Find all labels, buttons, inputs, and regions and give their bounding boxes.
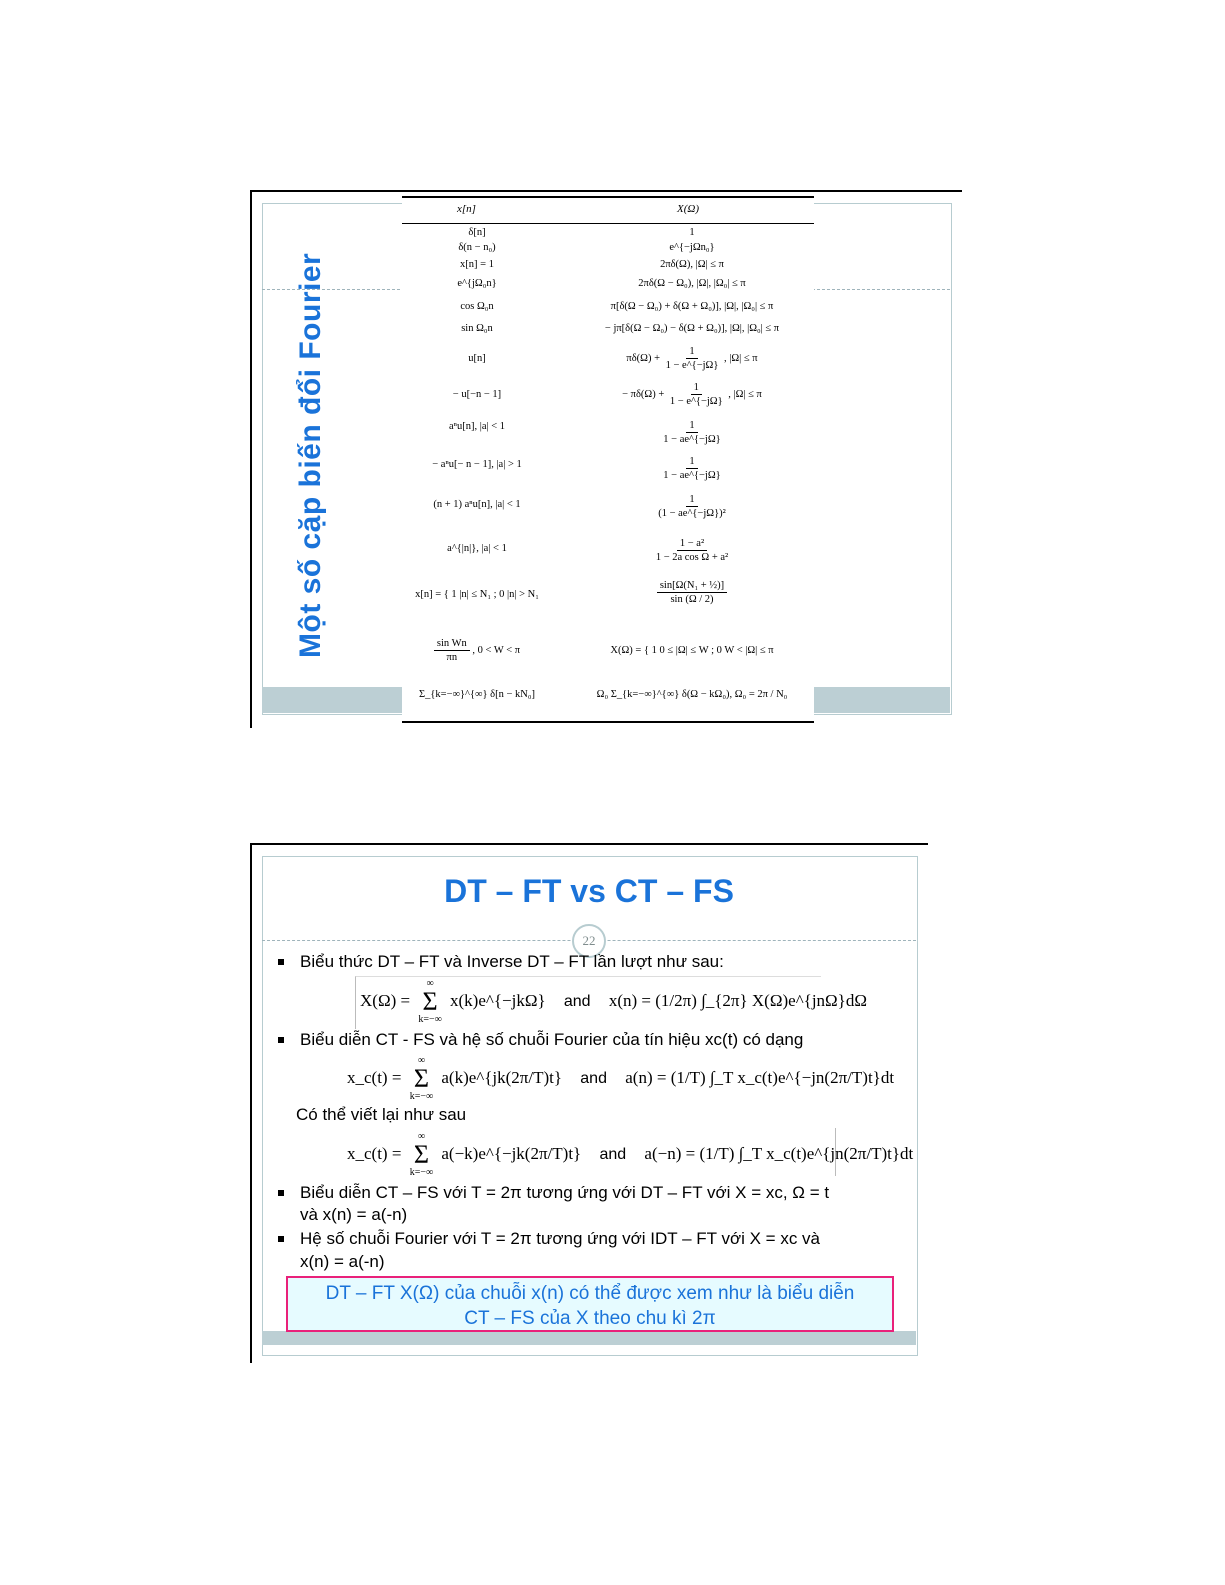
numerator: 1 bbox=[686, 345, 697, 359]
and-label: and bbox=[599, 1145, 627, 1163]
fraction bbox=[657, 579, 727, 606]
table-rule-top bbox=[402, 196, 814, 198]
cell-x: cos Ω₀n bbox=[460, 301, 494, 312]
slide-frame-left bbox=[250, 843, 252, 1363]
cell-X bbox=[577, 579, 807, 606]
table-rule-header bbox=[402, 223, 814, 224]
bullet-icon bbox=[278, 1037, 284, 1043]
eq-lhs: X(Ω) = bbox=[360, 990, 411, 1010]
sum-lower: k=−∞ bbox=[418, 1014, 442, 1025]
expr-part: πδ(Ω) + bbox=[626, 352, 661, 364]
cell-x: aⁿu[n], |a| < 1 bbox=[449, 421, 505, 432]
slide-footer-bar bbox=[262, 1331, 916, 1345]
fraction bbox=[660, 455, 723, 482]
sum-upper: ∞ bbox=[417, 1055, 425, 1066]
eq-lhs: x_c(t) = bbox=[347, 1143, 402, 1163]
numerator: sin Wn bbox=[434, 637, 470, 651]
fraction bbox=[667, 381, 726, 408]
cell-x: x[n] = { 1 |n| ≤ N₁ ; 0 |n| > N₁ bbox=[415, 589, 539, 600]
fraction bbox=[434, 637, 470, 664]
cell-X bbox=[577, 493, 807, 520]
slide-fourier-pairs bbox=[250, 190, 962, 728]
cell-x: x[n] = 1 bbox=[460, 259, 494, 270]
fraction bbox=[660, 419, 723, 446]
sum-upper: ∞ bbox=[426, 978, 434, 989]
numerator: 1 − a² bbox=[677, 537, 707, 551]
highlight-line: DT – FT X(Ω) của chuỗi x(n) có thể được xem như là biểu diễn bbox=[325, 1283, 855, 1304]
eq-lhs: x_c(t) = bbox=[347, 1067, 402, 1087]
sum-symbol bbox=[410, 1055, 433, 1103]
denominator: 1 − e^{−jΩ} bbox=[669, 396, 723, 407]
fraction bbox=[653, 537, 731, 564]
numerator: 1 bbox=[686, 419, 697, 433]
cell-x bbox=[402, 637, 552, 664]
eq-term: a(k)e^{jk(2π/T)t} bbox=[441, 1067, 563, 1087]
cell-x: − aⁿu[− n − 1], |a| > 1 bbox=[432, 459, 522, 470]
bullet-icon bbox=[278, 1236, 284, 1242]
page-number-badge: 22 bbox=[572, 924, 606, 958]
denominator: πn bbox=[446, 652, 458, 663]
table-rule-bottom bbox=[402, 721, 814, 723]
rewrite-text: Có thể viết lại như sau bbox=[296, 1105, 467, 1124]
bullet-text: Hệ số chuỗi Fourier với T = 2π tương ứng với IDT – FT với X = xc và bbox=[300, 1229, 821, 1248]
cell-X: − jπ[δ(Ω − Ω₀) − δ(Ω + Ω₀)], |Ω|, |Ω₀| ≤ π bbox=[604, 323, 780, 334]
expr-part: , |Ω| ≤ π bbox=[728, 388, 762, 400]
cell-X bbox=[577, 345, 807, 372]
cell-X: X(Ω) = { 1 0 ≤ |Ω| ≤ W ; 0 W < |Ω| ≤ π bbox=[610, 645, 774, 656]
slide-frame-left bbox=[250, 190, 252, 728]
cell-X: Ω₀ Σ_{k=−∞}^{∞} δ(Ω − kΩ₀), Ω₀ = 2π / N₀ bbox=[596, 689, 788, 700]
cell-x: − u[−n − 1] bbox=[452, 389, 502, 400]
cell-X: e^{−jΩn₀} bbox=[669, 242, 715, 253]
expr-part: , |Ω| ≤ π bbox=[724, 352, 758, 364]
expr-part: − πδ(Ω) + bbox=[622, 388, 665, 400]
cell-x: δ(n − n₀) bbox=[458, 242, 496, 253]
and-label: and bbox=[563, 992, 591, 1010]
denominator: (1 − ae^{−jΩ})² bbox=[658, 508, 726, 519]
bullet-text: Biểu diễn CT – FS với T = 2π tương ứng với DT – FT với X = xc, Ω = t bbox=[300, 1183, 830, 1202]
slide-title: DT – FT vs CT – FS bbox=[444, 873, 734, 909]
sum-lower: k=−∞ bbox=[409, 1167, 434, 1178]
slide-dtft-vs-ctfs bbox=[250, 843, 928, 1363]
cell-X bbox=[577, 419, 807, 446]
numerator: 1 bbox=[691, 381, 702, 395]
slide-frame-top bbox=[250, 843, 928, 845]
bullet-text: Biểu diễn CT - FS và hệ số chuỗi Fourier của tín hiệu xc(t) có dạng bbox=[300, 1030, 804, 1049]
cell-X bbox=[577, 537, 807, 564]
eq-rhs: a(n) = (1/T) ∫_T x_c(t)e^{−jn(2π/T)t}dt bbox=[625, 1067, 895, 1087]
cell-x: (n + 1) aⁿu[n], |a| < 1 bbox=[433, 499, 521, 510]
and-label: and bbox=[580, 1069, 607, 1087]
bullet-text-continued: x(n) = a(-n) bbox=[300, 1252, 385, 1271]
equation-ctfs-rewritten bbox=[347, 1131, 913, 1179]
sum-symbol bbox=[410, 1131, 433, 1179]
cell-x: u[n] bbox=[468, 353, 486, 364]
cell-x: δ[n] bbox=[468, 227, 486, 238]
cell-X: 1 bbox=[689, 227, 695, 238]
highlight-line: CT – FS của X theo chu kì 2π bbox=[464, 1308, 716, 1329]
cell-X bbox=[577, 381, 807, 408]
cell-X: π[δ(Ω − Ω₀) + δ(Ω + Ω₀)], |Ω|, |Ω₀| ≤ π bbox=[610, 301, 774, 312]
cell-x: Σ_{k=−∞}^{∞} δ[n − kN₀] bbox=[419, 689, 535, 700]
denominator: 1 − ae^{−jΩ} bbox=[663, 470, 721, 481]
column-header-X: X(Ω) bbox=[677, 203, 699, 215]
denominator: 1 − e^{−jΩ} bbox=[665, 360, 719, 371]
bullet-icon bbox=[278, 959, 284, 965]
bullet-icon bbox=[278, 1190, 284, 1196]
cell-X bbox=[577, 455, 807, 482]
eq-rhs: a(−n) = (1/T) ∫_T x_c(t)e^{jn(2π/T)t}dt bbox=[644, 1143, 914, 1163]
eq-term: a(−k)e^{−jk(2π/T)t} bbox=[441, 1143, 582, 1163]
fraction bbox=[655, 493, 729, 520]
slide-frame-top bbox=[250, 190, 962, 192]
cell-x: a^{|n|}, |a| < 1 bbox=[447, 543, 507, 554]
numerator: 1 bbox=[686, 493, 697, 507]
bullet-text: Biểu thức DT – FT và Inverse DT – FT lần lượt như sau: bbox=[300, 952, 724, 971]
equation-ctfs bbox=[347, 1055, 894, 1103]
numerator: 1 bbox=[686, 455, 697, 469]
denominator: 1 − ae^{−jΩ} bbox=[663, 434, 721, 445]
sum-symbol bbox=[418, 978, 441, 1026]
cell-x: sin Ω₀n bbox=[461, 323, 493, 334]
equation-dtft bbox=[360, 978, 867, 1026]
sigma-icon: Σ bbox=[422, 987, 438, 1016]
cell-x: e^{jΩ₀n} bbox=[457, 278, 497, 289]
column-header-x: x[n] bbox=[457, 203, 476, 215]
numerator: sin[Ω(N₁ + ½)] bbox=[657, 579, 727, 593]
denominator: sin (Ω / 2) bbox=[670, 594, 714, 605]
slide-title: Một số cặp biến đổi Fourier bbox=[294, 252, 327, 658]
cell-X: 2πδ(Ω − Ω₀), |Ω|, |Ω₀| ≤ π bbox=[638, 278, 746, 289]
eq-term: x(k)e^{−jkΩ} bbox=[450, 990, 546, 1010]
eq-rhs: x(n) = (1/2π) ∫_{2π} X(Ω)e^{jnΩ}dΩ bbox=[608, 990, 867, 1010]
bullet-text-continued: và x(n) = a(-n) bbox=[300, 1205, 408, 1224]
expr-part: , 0 < W < π bbox=[472, 644, 521, 656]
sigma-icon: Σ bbox=[413, 1064, 429, 1093]
sum-lower: k=−∞ bbox=[409, 1091, 434, 1102]
highlight-box bbox=[286, 1276, 894, 1332]
fraction bbox=[663, 345, 722, 372]
denominator: 1 − 2a cos Ω + a² bbox=[655, 552, 729, 563]
cell-X: 2πδ(Ω), |Ω| ≤ π bbox=[660, 259, 724, 270]
fourier-pairs-table bbox=[402, 193, 814, 725]
sum-upper: ∞ bbox=[417, 1131, 425, 1142]
sigma-icon: Σ bbox=[413, 1140, 429, 1169]
